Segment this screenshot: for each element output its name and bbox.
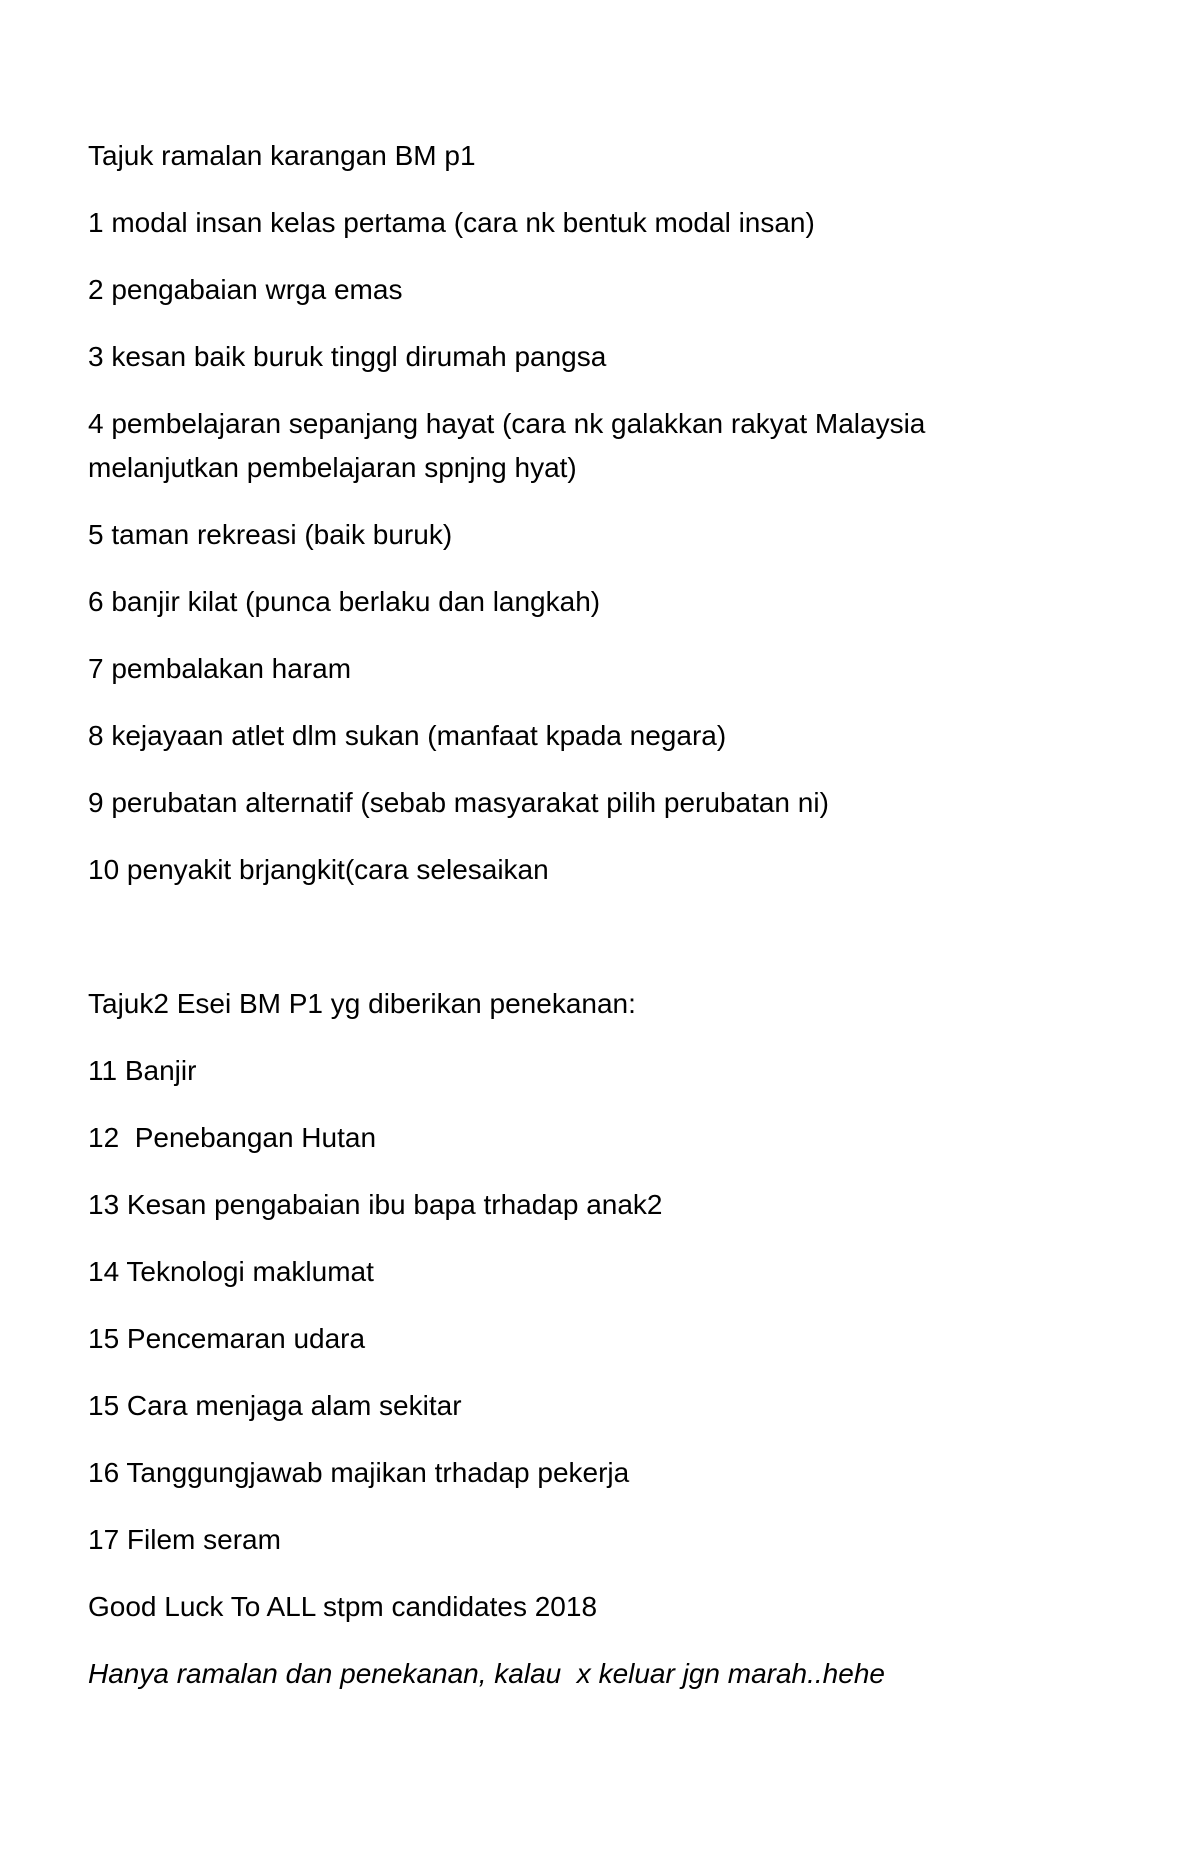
list-item: 17 Filem seram [88,1524,281,1555]
list-item: 3 kesan baik buruk tinggl dirumah pangsa [88,341,607,372]
list-item: 15 Pencemaran udara [88,1323,366,1354]
list-item: 2 pengabaian wrga emas [88,274,403,305]
document-page [88,134,1128,1696]
list-item: 6 banjir kilat (punca berlaku dan langkah) [88,586,601,617]
section1-heading: Tajuk ramalan karangan BM p1 [88,140,476,171]
closing-message: Good Luck To ALL stpm candidates 2018 [88,1591,598,1622]
list-item: 8 kejayaan atlet dlm sukan (manfaat kpada negara) [88,720,727,751]
list-item: 11 Banjir [88,1055,197,1086]
section-spacer [88,915,1128,982]
list-item: 10 penyakit brjangkit(cara selesaikan [88,854,549,885]
list-item: 13 Kesan pengabaian ibu bapa trhadap anak2 [88,1189,663,1220]
disclaimer-note: Hanya ramalan dan penekanan, kalau x keluar jgn marah..hehe [88,1658,885,1689]
list-item: 1 modal insan kelas pertama (cara nk bentuk modal insan) [88,207,815,238]
list-item: 4 pembelajaran sepanjang hayat (cara nk galakkan rakyat Malaysia melanjutkan pembelajaran spnjng hyat) [88,408,934,483]
list-item: 14 Teknologi maklumat [88,1256,374,1287]
list-item: 7 pembalakan haram [88,653,352,684]
list-item: 16 Tanggungjawab majikan trhadap pekerja [88,1457,630,1488]
section2-heading: Tajuk2 Esei BM P1 yg diberikan penekanan: [88,988,636,1019]
list-item: 15 Cara menjaga alam sekitar [88,1390,462,1421]
list-item: 9 perubatan alternatif (sebab masyarakat pilih perubatan ni) [88,787,829,818]
list-item: 12 Penebangan Hutan [88,1122,377,1153]
list-item: 5 taman rekreasi (baik buruk) [88,519,453,550]
